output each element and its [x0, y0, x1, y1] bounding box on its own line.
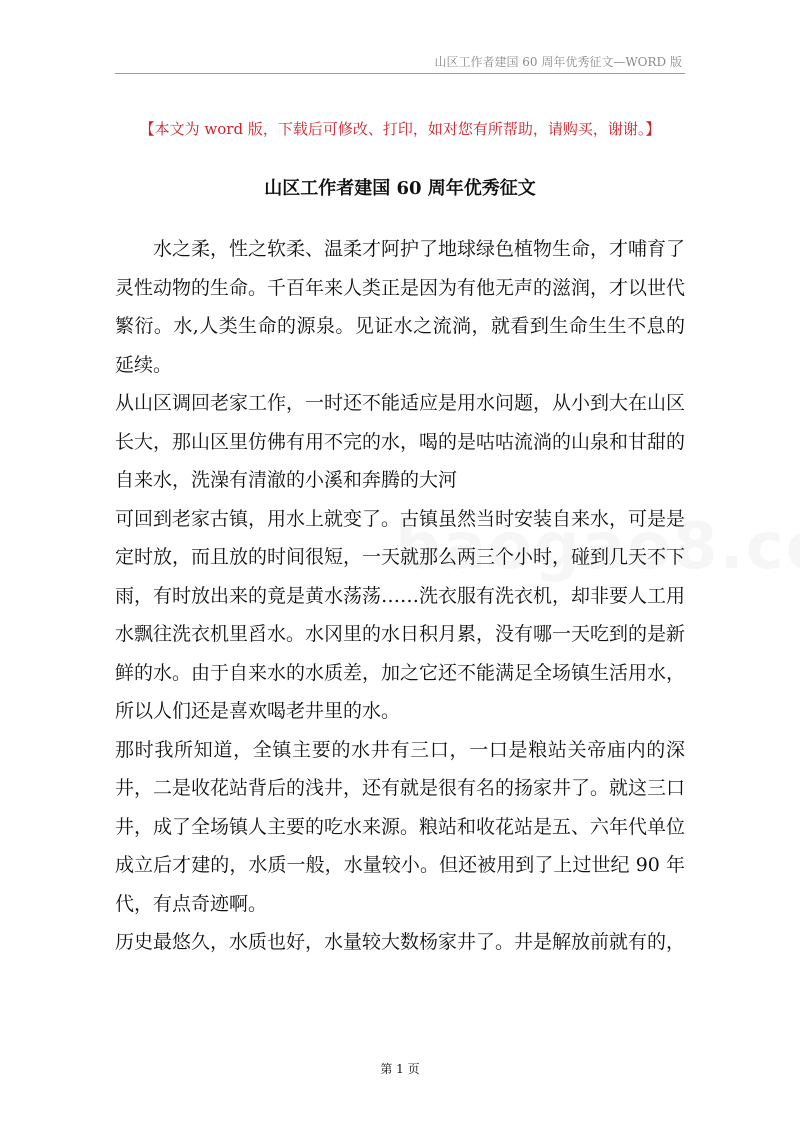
page-number: 第 1 页: [380, 1062, 420, 1076]
download-notice: 【本文为 word 版，下载后可修改、打印，如对您有所帮助，请购买，谢谢。】: [139, 120, 661, 138]
document-title: 山区工作者建国 60 周年优秀征文: [264, 178, 536, 199]
paragraph: 从山区调回老家工作，一时还不能适应是用水问题，从小到大在山区长大，那山区里仿佛有用不完的水，喝的是咕咕流淌的山泉和甘甜的自来水，洗澡有清澈的小溪和奔腾的大河: [115, 392, 686, 491]
paragraph: 可回到老家古镇，用水上就变了。古镇虽然当时安装自来水，可是是定时放，而且放的时间很短，一天就那么两三个小时，碰到几天不下雨，有时放出来的竟是黄水荡荡……洗衣服有洗衣机，却非要人工用水飘往洗衣机里舀水。水冈里的水日积月累，没有哪一天吃到的是新鲜的水。由于自来水的水质差，加之它还不能满足全场镇生活用水，所以人们还是喜欢喝老井里的水。: [115, 507, 686, 722]
paragraph: 历史最悠久，水质也好，水量较大数杨家井了。井是解放前就有的，: [115, 931, 686, 953]
header-divider: [115, 73, 685, 74]
paragraph: 水之柔，性之软柔、温柔才阿护了地球绿色植物生命，才哺育了灵性动物的生命。千百年来人类正是因为有他无声的滋润，才以世代繁衍。水,人类生命的源泉。见证水之流淌，就看到生命生生不息的延续。: [115, 238, 686, 376]
paragraph: 那时我所知道，全镇主要的水井有三口，一口是粮站关帝庙内的深井，二是收花站背后的浅井，还有就是很有名的扬家井了。就这三口井，成了全场镇人主要的吃水来源。粮站和收花站是五、六年代单位成立后才建的，水质一般，水量较小。但还被用到了上过世纪 90 年代，有点奇迹啊。: [115, 738, 686, 915]
document-body: [115, 230, 685, 962]
running-header: 山区工作者建国 60 周年优秀征文—WORD 版: [434, 55, 682, 69]
